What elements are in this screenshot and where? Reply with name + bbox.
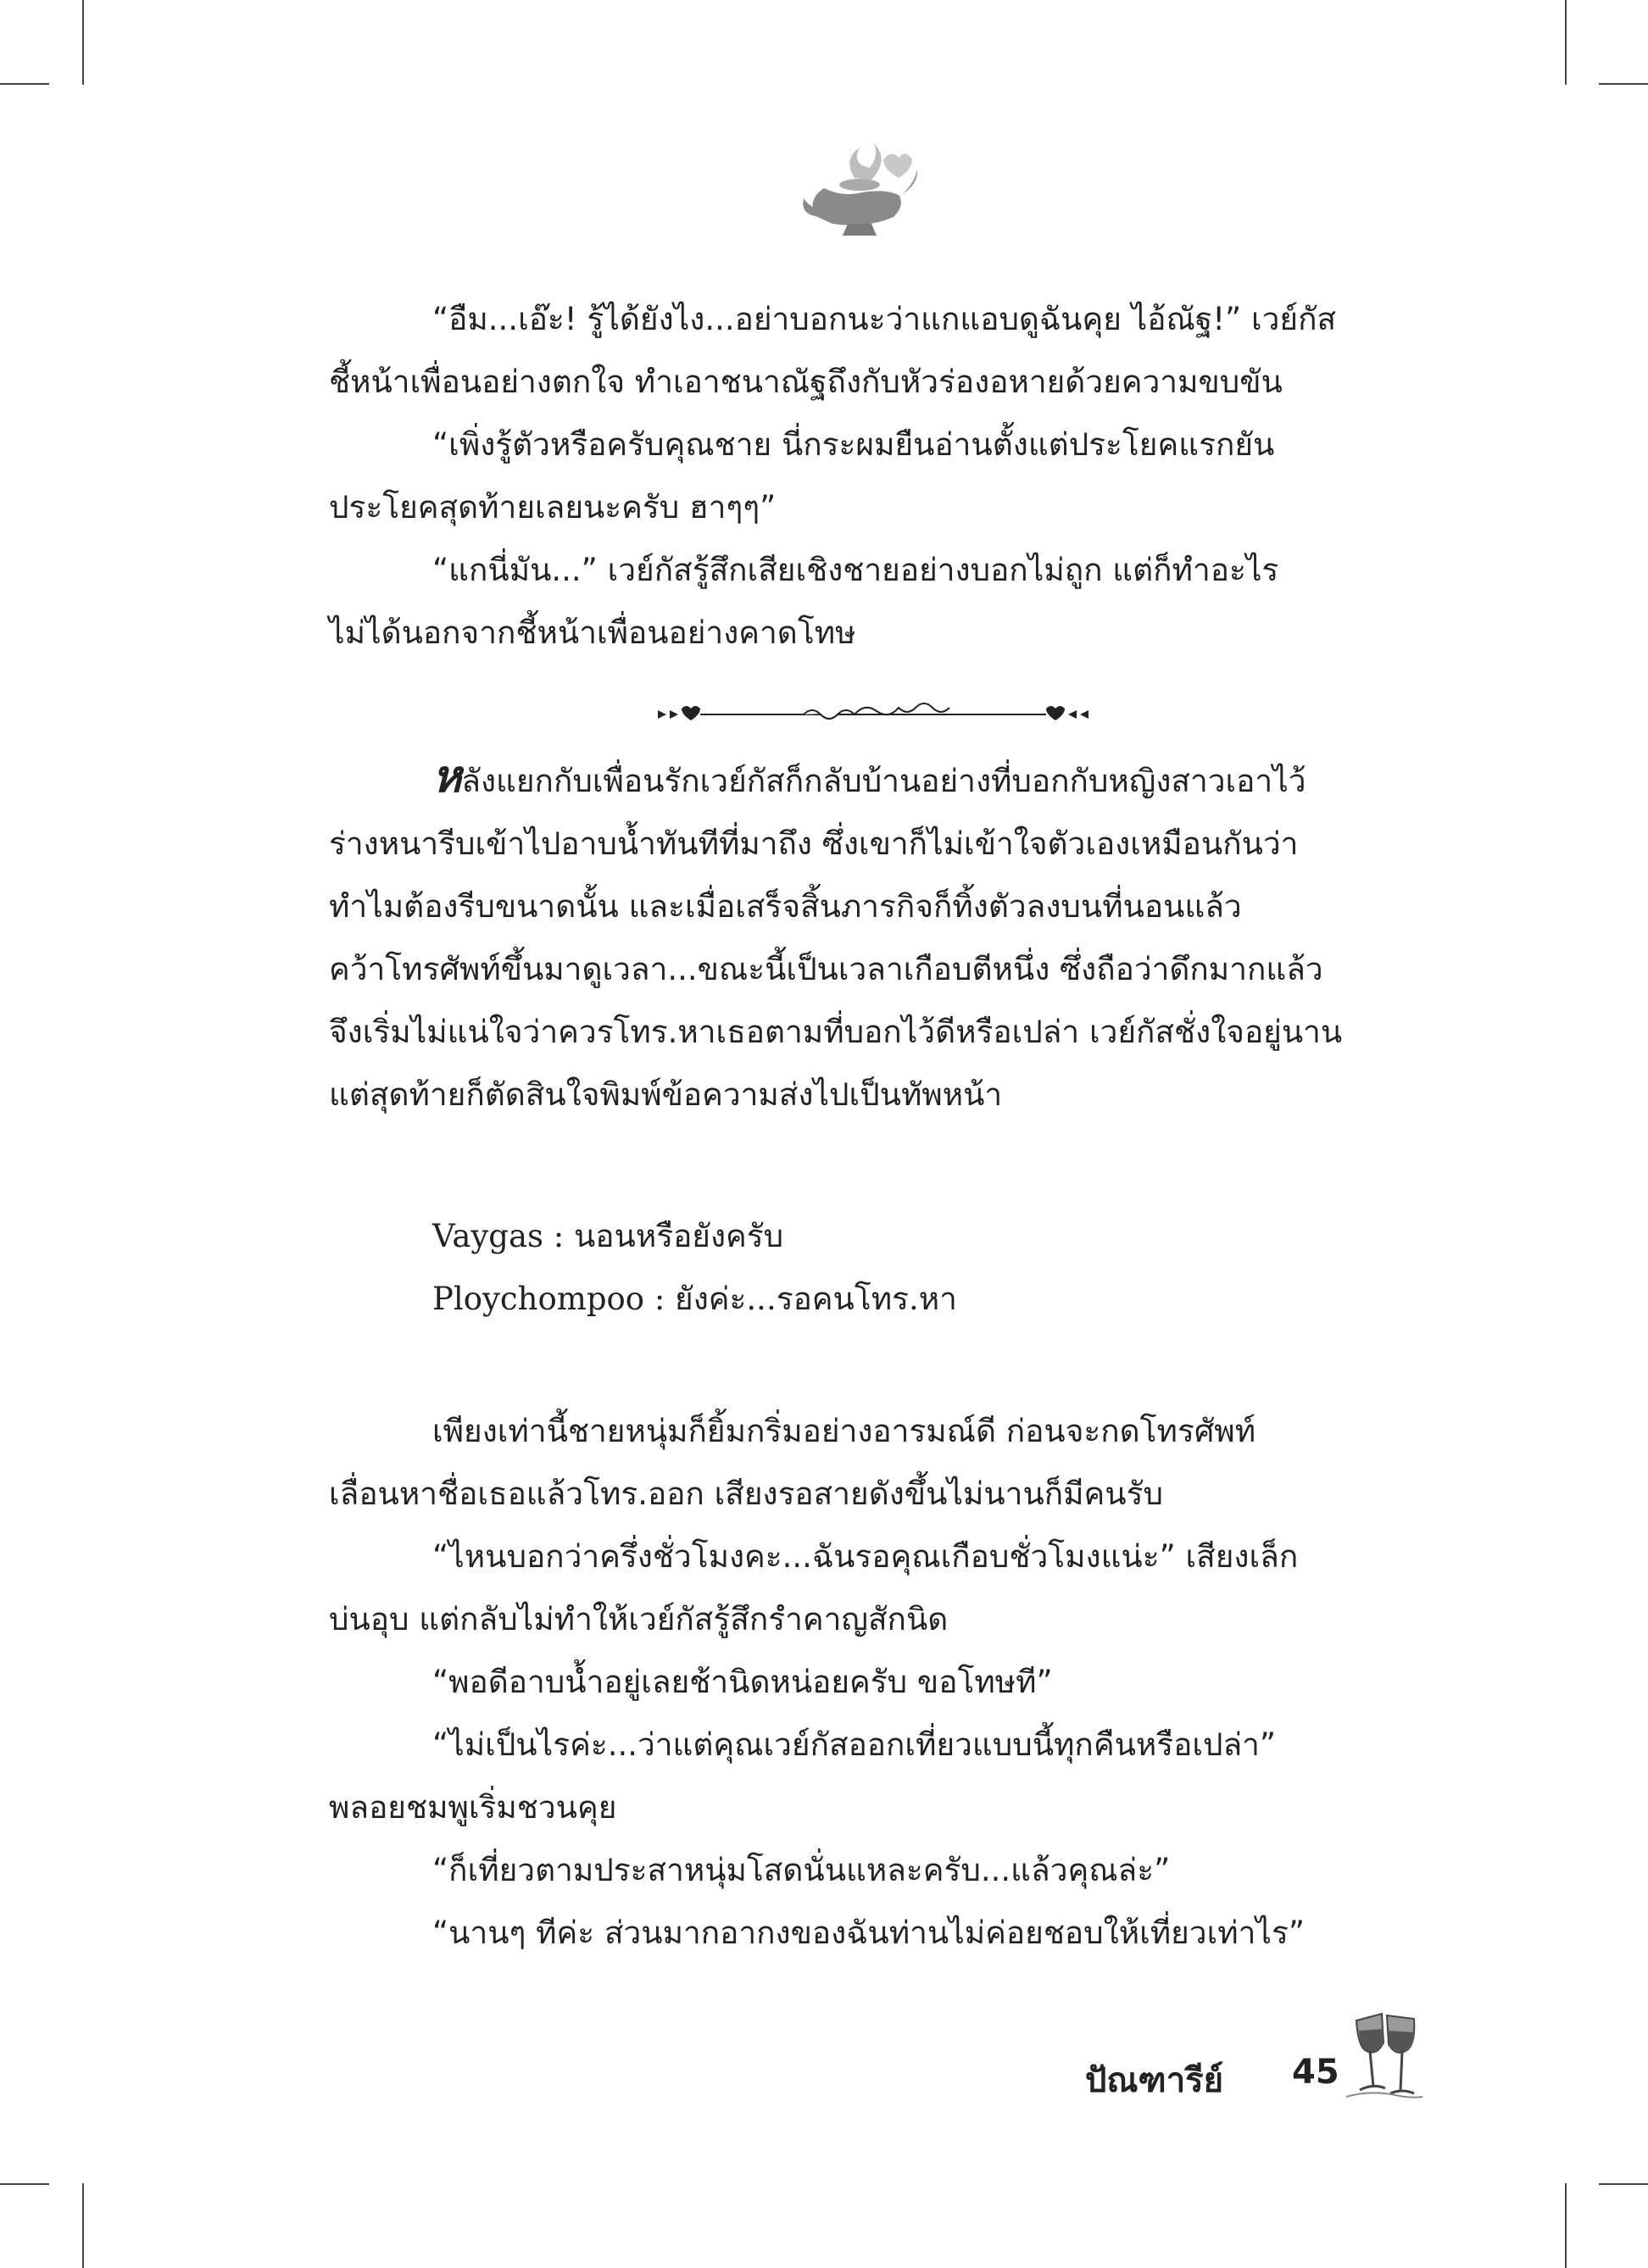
text-line: เพียงเท่านี้ชายหนุ่มก็ยิ้มกริ่มอย่างอารมณ์ดี ก่อนจะกดโทรศัพท์	[432, 1413, 1256, 1449]
crop-mark	[0, 83, 49, 85]
paragraph-section-2	[329, 746, 1414, 1126]
text-line: แต่สุดท้ายก็ตัดสินใจพิมพ์ข้อความส่งไปเป็นทัพหน้า	[329, 1076, 1003, 1113]
text-line: “นานๆ ทีค่ะ ส่วนมากอากงของฉันท่านไม่ค่อยชอบให้เที่ยวเท่าไร”	[432, 1915, 1306, 1951]
chat-message: Ploychompoo : ยังค่ะ...รอคนโทร.หา	[432, 1281, 957, 1317]
text-line: ทำไมต้องรีบขนาดนั้น และเมื่อเสร็จสิ้นภารกิจก็ทิ้งตัวลงบนที่นอนแล้ว	[329, 888, 1242, 925]
text-line: คว้าโทรศัพท์ขึ้นมาดูเวลา...ขณะนี้เป็นเวลาเกือบตีหนึ่ง ซึ่งถือว่าดึกมากแล้ว	[329, 951, 1323, 987]
text-line-rest: ลังแยกกับเพื่อนรักเวย์กัสก็กลับบ้านอย่างที่บอกกับหญิงสาวเอาไว้	[461, 763, 1306, 799]
text-line: ร่างหนารีบเข้าไปอาบน้ำทันทีที่มาถึง ซึ่งเขาก็ไม่เข้าใจตัวเองเหมือนกันว่า	[329, 825, 1299, 862]
crop-mark	[0, 2183, 49, 2185]
crop-mark	[82, 2183, 84, 2268]
chat-log	[329, 1205, 1414, 1331]
text-line: เลื่อนหาชื่อเธอแล้วโทร.ออก เสียงรอสายดังขึ้นไม่นานก็มีคนรับ	[329, 1476, 1163, 1512]
text-line: “ก็เที่ยวตามประสาหนุ่มโสดนั่นแหละครับ...แล้วคุณล่ะ”	[432, 1852, 1171, 1888]
text-line: “อืม...เอ๊ะ! รู้ได้ยังไง...อย่าบอกนะว่าแกแอบดูฉันคุย ไอ้ณัฐ!” เวย์กัส	[432, 301, 1337, 337]
crop-mark	[1599, 83, 1648, 85]
text-line: “พอดีอาบน้ำอยู่เลยช้านิดหน่อยครับ ขอโทษที”	[432, 1664, 1053, 1700]
text-line: บ่นอุบ แต่กลับไม่ทำให้เวย์กัสรู้สึกรำคาญสักนิด	[329, 1601, 949, 1637]
text-line: ไม่ได้นอกจากชี้หน้าเพื่อนอย่างคาดโทษ	[329, 614, 856, 651]
crop-mark	[82, 0, 84, 85]
crop-mark	[1565, 2183, 1567, 2268]
text-line: จึงเริ่มไม่แน่ใจว่าควรโทร.หาเธอตามที่บอกไว้ดีหรือเปล่า เวย์กัสชั่งใจอยู่นาน	[329, 1014, 1343, 1050]
drop-cap: ห	[432, 752, 462, 803]
wine-glasses-icon	[1345, 2009, 1424, 2102]
text-line	[329, 746, 1414, 813]
page-footer	[1085, 2009, 1424, 2102]
text-line: พลอยชมพูเริ่มชวนคุย	[329, 1789, 617, 1826]
genie-lamp-icon	[799, 136, 926, 242]
page-number: 45	[1292, 2053, 1339, 2092]
chat-message: Vaygas : นอนหรือยังครับ	[432, 1218, 784, 1254]
crop-mark	[1599, 2183, 1648, 2185]
paragraph-section-1	[329, 288, 1414, 664]
text-line: “ไม่เป็นไรค่ะ...ว่าแต่คุณเวย์กัสออกเที่ยวแบบนี้ทุกคืนหรือเปล่า”	[432, 1726, 1277, 1763]
paragraph-section-3	[329, 1400, 1414, 1965]
heart-scroll-divider-icon	[653, 700, 1094, 729]
author-name: ปัณฑารีย์	[1085, 2061, 1224, 2100]
text-line: ประโยคสุดท้ายเลยนะครับ ฮาๆๆ”	[329, 489, 777, 525]
text-line: “เพิ่งรู้ตัวหรือครับคุณชาย นี่กระผมยืนอ่านตั้งแต่ประโยคแรกยัน	[432, 426, 1275, 463]
crop-mark	[1565, 0, 1567, 85]
text-line: ชี้หน้าเพื่อนอย่างตกใจ ทำเอาชนาณัฐถึงกับหัวร่องอหายด้วยความขบขัน	[329, 364, 1283, 400]
text-line: “ไหนบอกว่าครึ่งชั่วโมงคะ...ฉันรอคุณเกือบชั่วโมงแน่ะ” เสียงเล็ก	[432, 1538, 1299, 1575]
text-line: “แกนี่มัน...” เวย์กัสรู้สึกเสียเชิงชายอย่างบอกไม่ถูก แต่ก็ทำอะไร	[432, 552, 1279, 588]
